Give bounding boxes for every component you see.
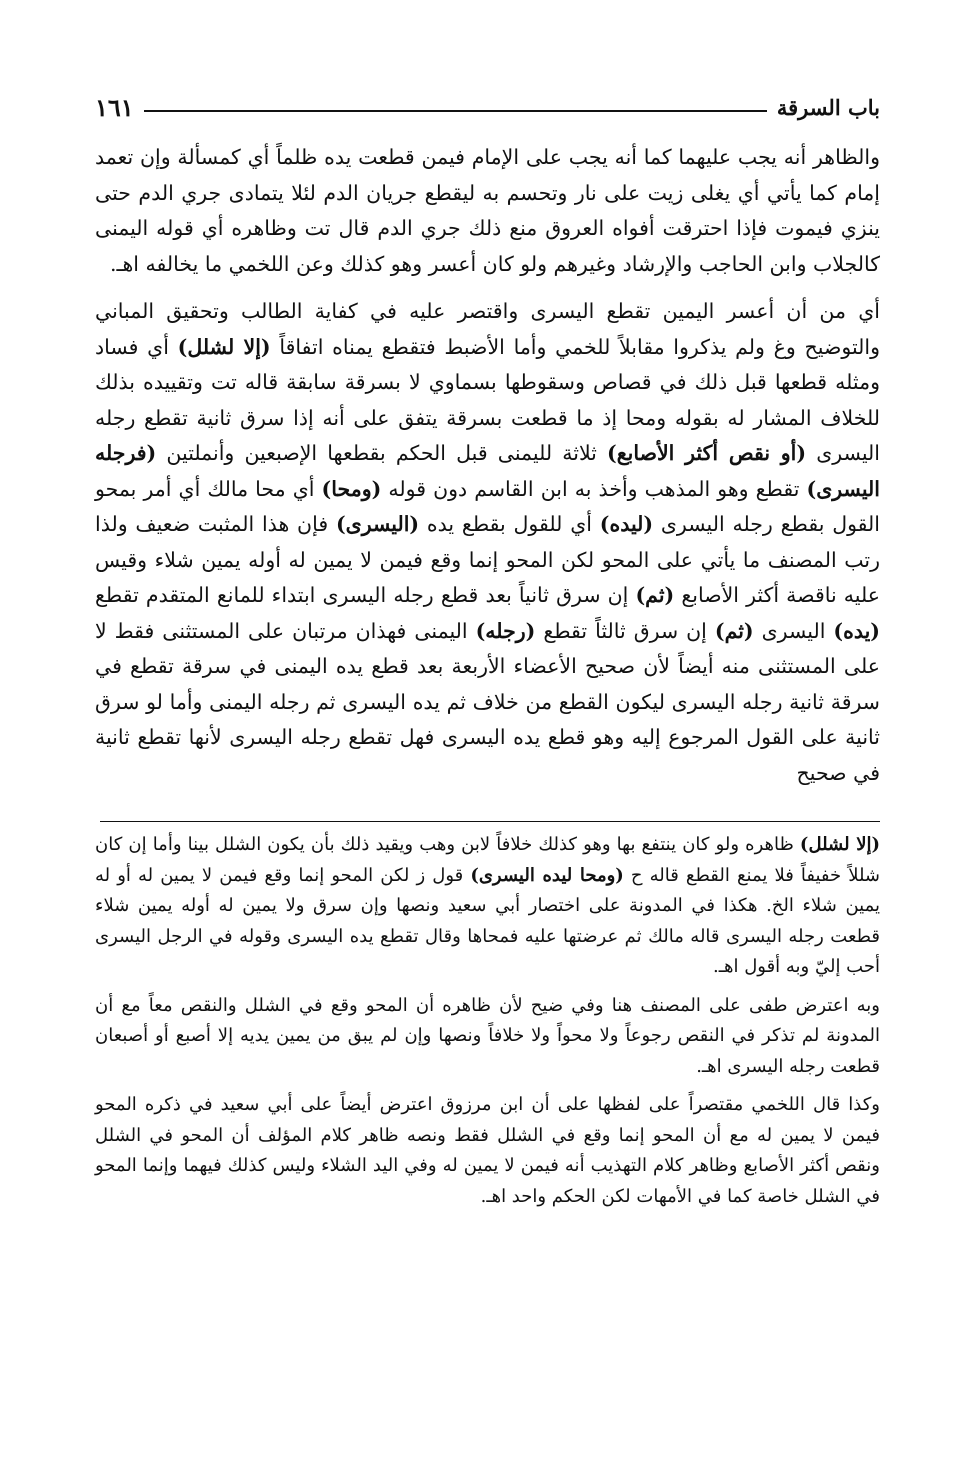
text-run: فإن هذا المثبت ضعيف ولذا رتب المصنف ما يأتي على المحو لكن المحو إنما وقع فيمن لا يمين له أوله يمين شلاء وقيس عليه ناقصة أكثر الأصابع <box>95 512 880 607</box>
chapter-title: باب السرقة <box>776 95 880 120</box>
bold-term: (رجله) <box>475 618 536 643</box>
bold-term: (ثم) <box>635 583 675 607</box>
bold-term: (ومحا) <box>321 476 382 501</box>
footnotes <box>95 830 880 1212</box>
bold-term: (أو نقص أكثر الأصابع) <box>607 441 807 465</box>
book-page <box>95 80 880 1212</box>
page-number: ١٦١ <box>95 93 134 122</box>
main-paragraph-1: والظاهر أنه يجب عليهما كما أنه يجب على الإمام فيمن قطعت يده ظلماً أي كمسألة وإن تعمد إمام كما يأتي أي يغلى زيت على نار وتحسم به ليقطع جريان الدم لئلا يتمادى جري الدم حتى ينزي فيموت فإذا احترقت أفواه العروق منع ذلك جري الدم قال تت وظاهره أي قوله اليمنى كالجلاب وابن الحاجب والإرشاد وغيرهم ولو كان أعسر وهو كذلك وعن اللخمي ما يخالفه اهـ. <box>95 145 880 276</box>
bold-term: (إلا لشلل) <box>799 834 880 855</box>
text-run: أي محا مالك أي أمر بمحو القول بقطع رجله اليسرى <box>95 476 880 536</box>
text-run: أي فساد ومثله قطعها قبل ذلك في قصاص وسقوطها بسماوي لا بسرقة سابقة قاله تت وتقييده بذلك للخلاف المشار له بقوله ومحا إذ ما قطعت بسرقة يتفق على أنه إذا سرق ثانية تقطع رجله اليسرى <box>95 334 880 465</box>
text-run: إن سرق ثالثاً تقطع <box>535 618 715 643</box>
bold-term: (ومحا ليده اليسرى) <box>470 864 624 886</box>
text-run: قول ز لكن المحو إنما وقع فيمن لا يمين له أو له يمين شلاء الخ. هكذا في المدونة على اختصار أبي سعيد ونصها وإن سرق ولا يمين له أوله يمين شلاء قطعت رجله اليسرى قاله مالك ثم عرضتها عليه فمحاها وقال تقطع يده اليسرى وقوله في الرجل اليسرى أحب إليّ وبه أقول اهـ. <box>95 864 880 977</box>
text-run: تقطع وهو المذهب وأخذ به ابن القاسم دون قوله <box>381 476 807 501</box>
footnote-separator <box>100 821 880 822</box>
footnote-1 <box>95 830 880 983</box>
text-run: ثلاثة لليمنى قبل الحكم بقطعها الإصبعين وأنملتين <box>156 441 608 465</box>
text-run: أي من أن أعسر اليمين تقطع اليسرى واقتصر عليه في كفاية الطالب وتحقيق المباني والتوضيح وغ ولم يذكروا مقابلاً للخمي وأما الأضبط فتقطع يمناه اتفاقاً <box>95 299 880 359</box>
text-run: اليمنى فهذان مرتبان على المستثنى فقط لا على المستثنى منه أيضاً لأن صحيح الأعضاء الأربعة بعد قطع يده اليمنى في سرقة تقطع في سرقة ثانية رجله اليسرى ليكون القطع من خلاف ثم يده اليسرى ثم رجله اليمنى وأما لو سرق ثانية على القول المرجوع إليه وهو قطع يده اليسرى فهل تقطع رجله اليسرى لأنها تقطع ثانية في صحيح <box>95 618 880 785</box>
bold-term: (يده) <box>833 618 880 643</box>
text-run: ظاهره ولو كان ينتفع بها وهو كذلك خلافاً لابن وهب ويقيد ذلك بأن يكون الشلل بينا وأما إن كان شللاً خفيفاً فلا يمنع القطع قاله ح <box>95 834 881 886</box>
text-run: إن سرق ثانياً بعد قطع رجله اليسرى ابتداء للمانع المتقدم تقطع <box>95 583 636 607</box>
bold-term: (فرجله اليسرى) <box>95 441 880 501</box>
running-header <box>95 80 880 124</box>
footnote-2: وبه اعترض طفى على المصنف هنا وفي ضيح لأن ظاهره أن المحو وقع في الشلل والنقص معاً مع أن المدونة لم تذكر في النقص رجوعاً ولا محواً ولا خلافاً ونصها وإن لم يبق من يمين يديه إلا أصبع أو أصبعان قطعت رجله اليسرى اهـ. <box>95 994 880 1077</box>
bold-term: (إلا لشلل) <box>177 334 271 359</box>
header-rule <box>144 110 767 112</box>
text-run: اليسرى <box>753 618 834 643</box>
bold-term: (اليسرى) <box>335 512 420 536</box>
bold-term: (ثم) <box>714 618 754 643</box>
main-text <box>95 140 880 791</box>
text-run: أي للقول بقطع يده <box>419 512 600 536</box>
bold-term: (ليده) <box>599 512 654 536</box>
footnote-3: وكذا قال اللخمي مقتصراً على لفظها على أن ابن مرزوق اعترض أيضاً على أبي سعيد في ذكره المحو فيمن لا يمين له مع أن المحو إنما وقع في الشلل فقط ونصه ظاهر كلام المؤلف أن المحو في الشلل ونقص أكثر الأصابع وظاهر كلام التهذيب أنه فيمن لا يمين له وفي اليد الشلاء وليس كذلك فيهما وإنما المحو في الشلل خاصة كما في الأمهات لكن الحكم واحد اهـ. <box>95 1094 880 1207</box>
main-paragraph-2 <box>95 294 880 791</box>
